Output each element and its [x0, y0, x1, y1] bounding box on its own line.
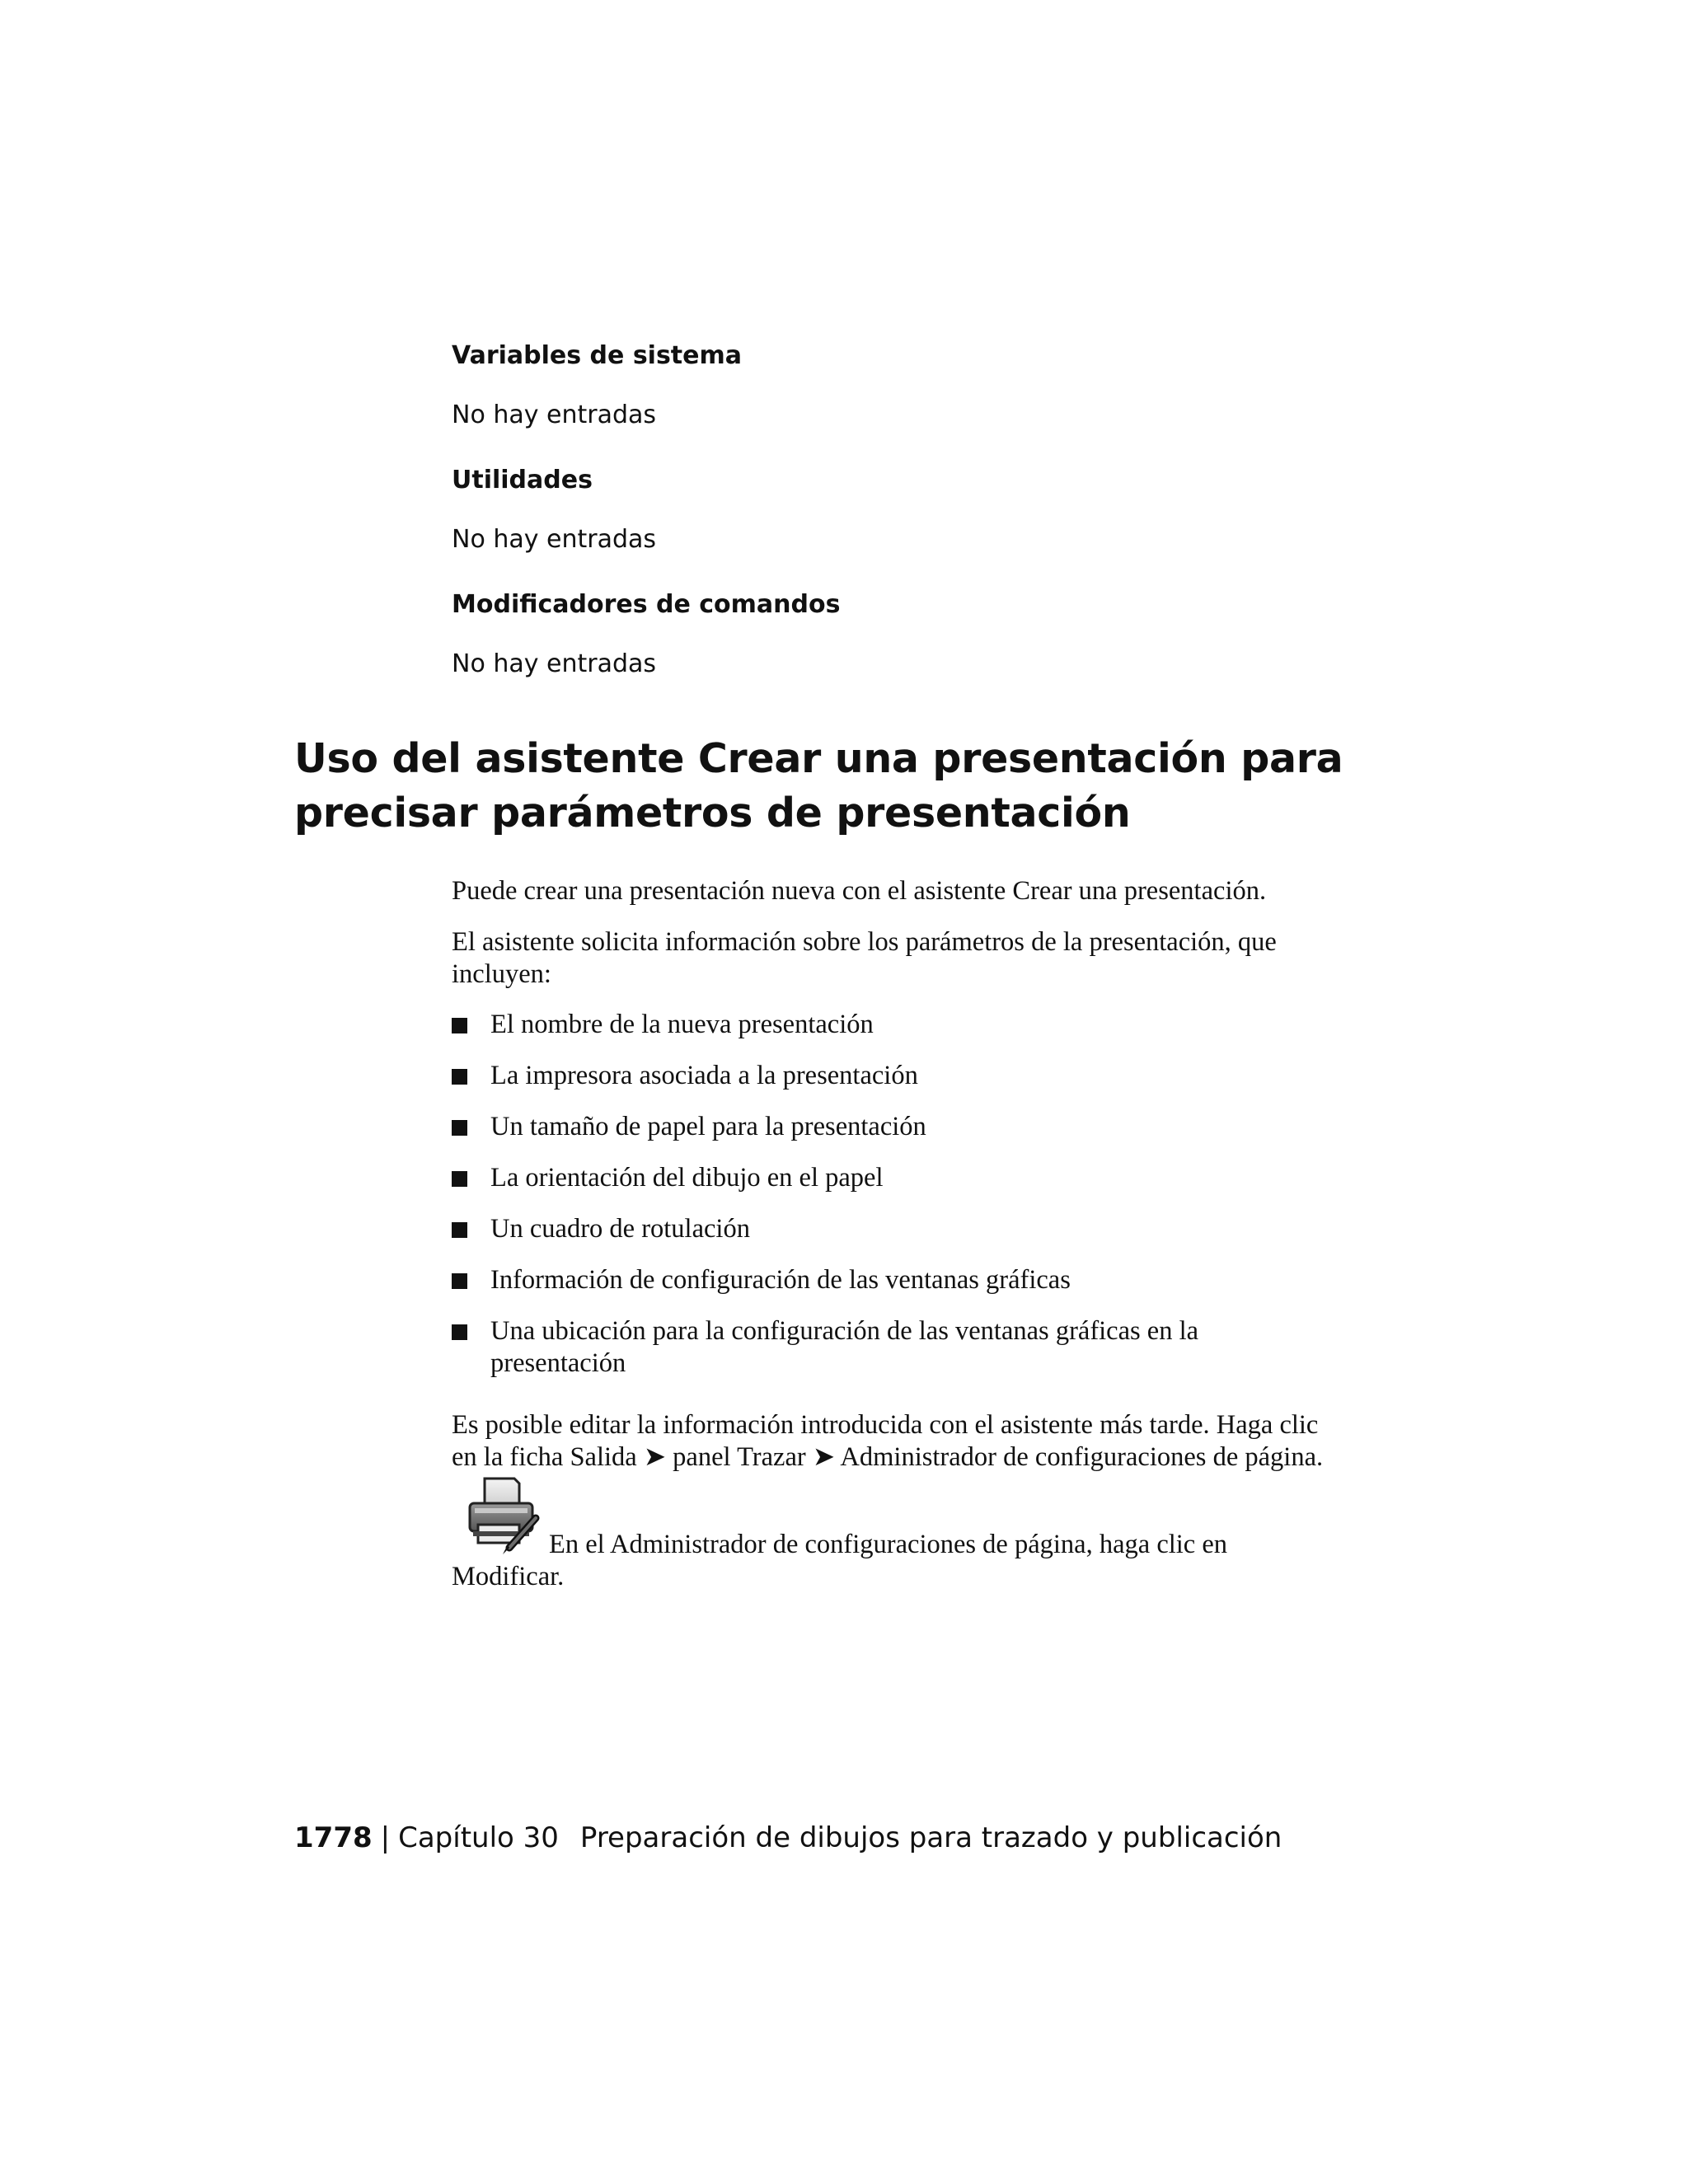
section-heading-modificadores: Modificadores de comandos [452, 590, 841, 619]
page-footer [294, 1821, 1282, 1854]
bullet-square-icon [452, 1018, 467, 1033]
bullet-square-icon [452, 1120, 467, 1136]
list-item-text: Un cuadro de rotulación [490, 1214, 750, 1244]
footer-chapter: Capítulo 30 [398, 1821, 559, 1854]
list-item [452, 1162, 1335, 1194]
list-item-text: Información de configuración de las ventanas gráficas [490, 1265, 1071, 1295]
page-number: 1778 [294, 1821, 373, 1854]
section-heading-utilidades: Utilidades [452, 466, 593, 494]
bullet-square-icon [452, 1171, 467, 1187]
list-item-text: La orientación del dibujo en el papel [490, 1163, 884, 1193]
list-item [452, 1213, 1335, 1245]
closing-paragraph [452, 1409, 1335, 1593]
intro-paragraph-2: El asistente solicita información sobre los parámetros de la presentación, que incluyen: [452, 927, 1277, 989]
list-item-text: Una ubicación para la configuración de las ventanas gráficas en la presentación [490, 1316, 1199, 1378]
intro-paragraph-1: Puede crear una presentación nueva con el asistente Crear una presentación. [452, 876, 1267, 906]
list-item [452, 1111, 1335, 1143]
closing-text-part1: Es posible editar la información introducida con el asistente más tarde. Haga clic en la ficha Salida ➤ panel Trazar ➤ Administrador de configuraciones de página. [452, 1410, 1324, 1472]
list-item [452, 1060, 1335, 1092]
bullet-square-icon [452, 1273, 467, 1289]
bullet-square-icon [452, 1324, 467, 1340]
list-item-text: La impresora asociada a la presentación [490, 1061, 918, 1090]
list-item-text: Un tamaño de papel para la presentación [490, 1112, 926, 1141]
section-text-variables: No hay entradas [452, 401, 657, 429]
section-text-modificadores: No hay entradas [452, 649, 657, 678]
list-item [452, 1009, 1335, 1041]
page-setup-manager-icon [460, 1474, 542, 1556]
footer-chapter-title: Preparación de dibujos para trazado y publicación [579, 1821, 1282, 1854]
section-heading-variables: Variables de sistema [452, 341, 743, 370]
page-title: Uso del asistente Crear una presentación para precisar parámetros de presentación [294, 735, 1343, 837]
parameter-list [452, 1009, 1335, 1399]
closing-text-part2: En el Administrador de configuraciones de página, haga clic en Modificar. [452, 1530, 1228, 1591]
footer-separator: | [380, 1821, 391, 1854]
list-item-text: El nombre de la nueva presentación [490, 1010, 874, 1039]
list-item [452, 1264, 1335, 1296]
section-text-utilidades: No hay entradas [452, 525, 657, 554]
bullet-square-icon [452, 1069, 467, 1085]
list-item [452, 1315, 1335, 1380]
bullet-square-icon [452, 1222, 467, 1238]
